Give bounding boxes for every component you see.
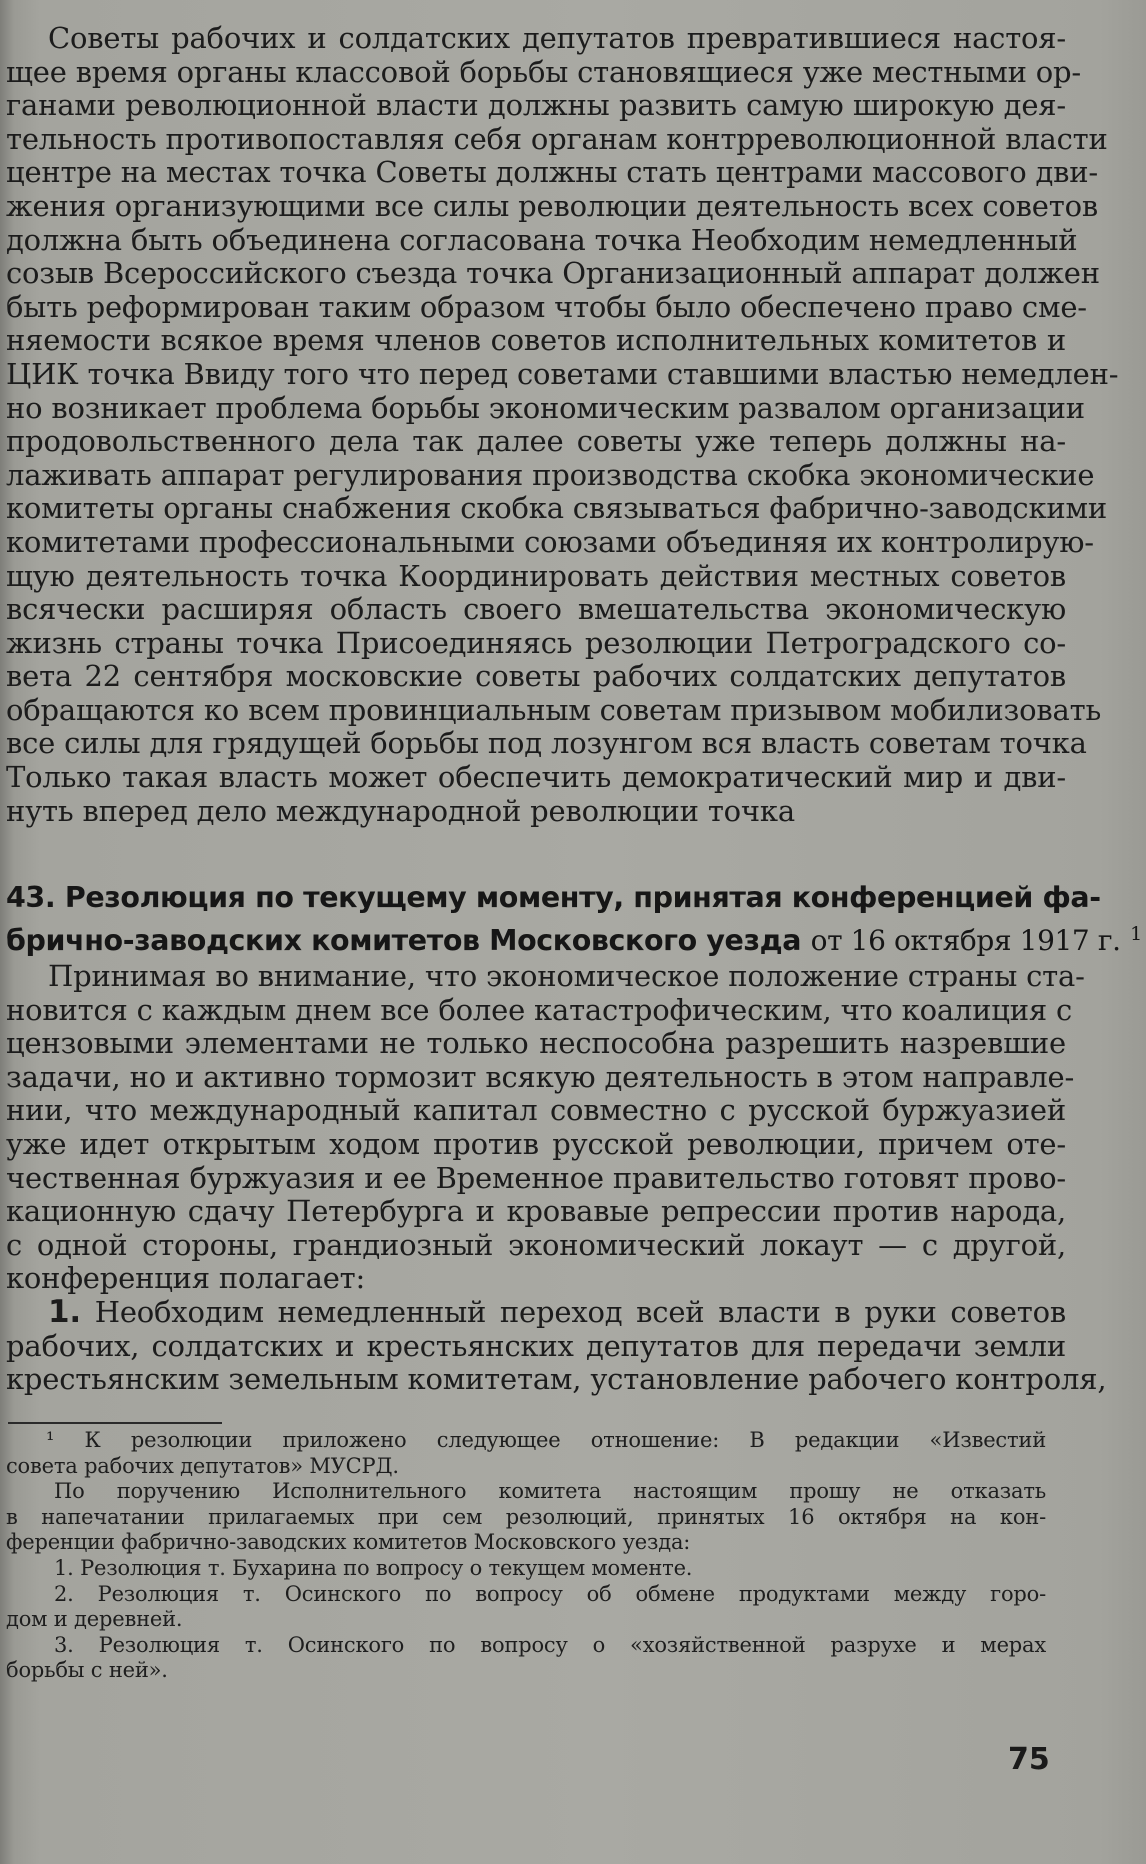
text-line: продовольственного дела так далее советы уже теперь должны на- (6, 424, 1066, 459)
footnote-line: ¹ К резолюции приложено следующее отношение: В редакции «Известий (46, 1428, 1046, 1452)
footnote-line: дом и деревней. (6, 1607, 183, 1632)
text-line: щую деятельность точка Координировать действия местных советов (6, 558, 1066, 593)
text-line: цензовыми элементами не только неспособна разрешить назревшие (6, 1026, 1066, 1061)
text-line: задачи, но и активно тормозит всякую деятельность в этом направле- (6, 1059, 1075, 1094)
text-line: все силы для грядущей борьбы под лозунгом вся власть советам точка (6, 726, 1087, 761)
text-line: Советы рабочих и солдатских депутатов превратившиеся настоя- (48, 21, 1066, 55)
text-line: Принимая во внимание, что экономическое положение страны ста- (48, 959, 1085, 993)
text-line: кационную сдачу Петербурга и кровавые репрессии против народа, (6, 1194, 1066, 1229)
footnote-line: ференции фабрично-заводских комитетов Московского уезда: (6, 1530, 691, 1555)
point-text: Необходим немедленный переход всей власти в руки советов (94, 1294, 1066, 1329)
section-title-part-2: брично-заводских комитетов Московского уезда (6, 924, 802, 957)
text-line: новится с каждым днем все более катастрофическим, что коалиция с (6, 992, 1073, 1027)
footnote-line: По поручению Исполнительного комитета настоящим прошу не отказать (54, 1479, 1046, 1504)
text-line: комитетами профессиональными союзами объединяя их контролирую- (6, 524, 1094, 559)
text-line: тельность противопоставляя себя органам контрреволюционной власти (6, 121, 1108, 156)
text-line: обращаются ко всем провинциальным советам призывом мобилизовать (6, 692, 1102, 727)
text-line: ганами революционной власти должны развить самую широкую дея- (6, 88, 1066, 123)
page-number: 75 (1008, 1742, 1050, 1777)
text-line: жизнь страны точка Присоединяясь резолюции Петроградского со- (6, 625, 1066, 660)
text-line: созыв Всероссийского съезда точка Организационный аппарат должен (6, 256, 1100, 291)
text-line: комитеты органы снабжения скобка связываться фабрично-заводскими (6, 491, 1107, 526)
point-number: 1. (48, 1293, 81, 1330)
text-line: быть реформирован таким образом чтобы было обеспечено право сме- (6, 289, 1087, 324)
text-line: щее время органы классовой борьбы становящиеся уже местными ор- (6, 54, 1081, 89)
text-line: лаживать аппарат регулирования производства скобка экономические (6, 457, 1095, 492)
footnote-line: 3. Резолюция т. Осинского по вопросу о «хозяйственной разрухе и мерах (54, 1632, 1046, 1657)
text-line: конференция полагает: (6, 1261, 366, 1296)
footnotes (6, 1428, 1046, 1684)
text-line: всячески расширяя область своего вмешательства экономическую (6, 592, 1066, 627)
text-line: няемости всякое время членов советов исполнительных комитетов и (6, 323, 1066, 358)
section-heading (6, 880, 1142, 959)
footnote-line: борьбы с ней». (6, 1658, 168, 1683)
text-line: Только такая власть может обеспечить демократический мир и дви- (6, 760, 1066, 795)
text-line: чественная буржуазия и ее Временное правительство готовят прово- (6, 1160, 1066, 1195)
section-number: 43. (6, 881, 56, 914)
text-line: центре на местах точка Советы должны стать центрами массового дви- (6, 155, 1098, 190)
text-line: вета 22 сентября московские советы рабочих солдатских депутатов (6, 659, 1066, 694)
text-line: но возникает проблема борьбы экономическим развалом организации (6, 390, 1085, 425)
section-title-part-1: Резолюция по текущему моменту, принятая конференцией фа- (64, 881, 1101, 914)
text-line: жения организующими все силы революции деятельность всех советов (6, 188, 1098, 223)
text-line: крестьянским земельным комитетам, установление рабочего контроля, (6, 1362, 1107, 1397)
continued-paragraph (6, 21, 1119, 828)
text-line: должна быть объединена согласована точка Необходим немедленный (6, 222, 1078, 257)
footnote-reference: 1 (1130, 923, 1142, 945)
footnote-line: 2. Резолюция т. Осинского по вопросу об обмене продуктами между горо- (54, 1581, 1046, 1606)
footnote-divider (8, 1422, 222, 1424)
footnote-line: совета рабочих депутатов» МУСРД. (6, 1453, 399, 1478)
section-date: от 16 октября 1917 г. (810, 924, 1121, 957)
text-line: нии, что международный капитал совместно с русской буржуазией (6, 1093, 1066, 1128)
text-line: уже идет открытым ходом против русской революции, причем оте- (6, 1126, 1066, 1161)
text-line: рабочих, солдатских и крестьянских депутатов для передачи земли (6, 1328, 1066, 1363)
text-line: ЦИК точка Ввиду того что перед советами ставшими властью немедлен- (6, 356, 1119, 391)
footnote-line: в напечатании прилагаемых при сем резолюций, принятых 16 октября на кон- (6, 1504, 1046, 1529)
footnote-line: 1. Резолюция т. Бухарина по вопросу о текущем моменте. (54, 1555, 693, 1580)
heading-line-2 (6, 916, 1142, 959)
point-1-line (6, 1293, 1066, 1330)
text-line: нуть вперед дело международной революции точка (6, 793, 795, 828)
intro-paragraph (6, 959, 1107, 1397)
text-line: с одной стороны, грандиозный экономический локаут — с другой, (6, 1227, 1066, 1262)
heading-line-1 (6, 880, 1101, 916)
